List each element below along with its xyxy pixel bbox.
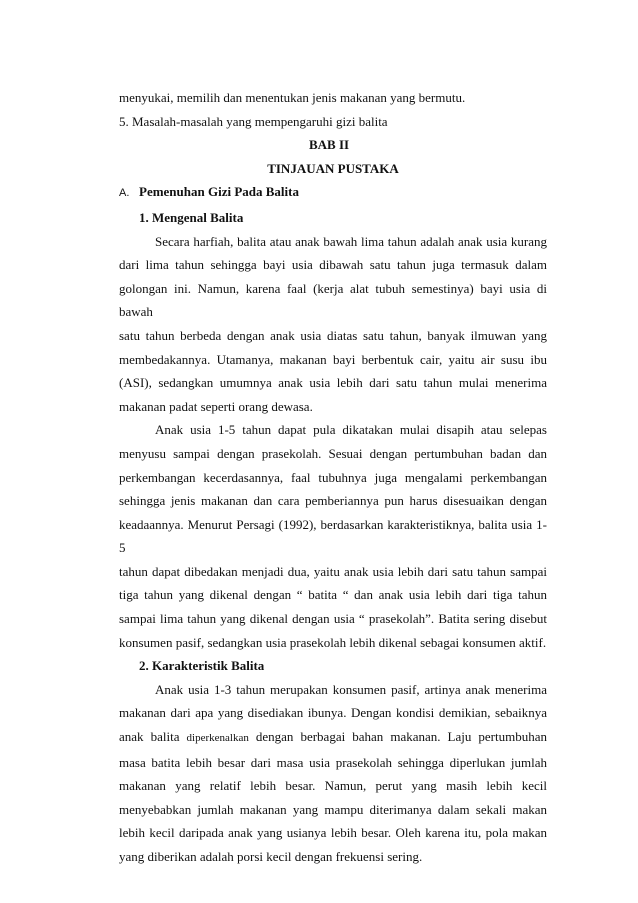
subsection-1-paragraph-2: [119, 418, 547, 654]
paragraph-line: tiga tahun yang dikenal dengan “ batita “ dan anak usia lebih dari tiga tahun: [119, 587, 547, 603]
point-5-line: 5. Masalah-masalah yang mempengaruhi gizi balita: [119, 113, 388, 129]
paragraph-line: membedakannya. Utamanya, makanan bayi berbentuk cair, yaitu air susu ibu: [119, 351, 547, 367]
paragraph-line: sehingga jenis makanan dan cara pemberiannya pun harus disesuaikan dengan: [119, 493, 547, 509]
paragraph-line: makanan dari apa yang disediakan ibunya. Dengan kondisi demikian, sebaiknya: [119, 705, 547, 721]
paragraph-line: masa batita lebih besar dari masa usia prasekolah sehingga diperlukan jumlah: [119, 754, 547, 770]
paragraph-line: lebih kecil daripada anak yang usianya lebih besar. Oleh karena itu, pola makan: [119, 825, 547, 841]
chapter-number: BAB II: [309, 137, 350, 153]
paragraph-line: dari lima tahun sehingga bayi usia dibawah satu tahun juga termasuk dalam: [119, 257, 547, 273]
paragraph-line: menyebabkan jumlah makanan yang mampu diterimanya dalam sekali makan: [119, 801, 547, 817]
subsection-1-heading: 1. Mengenal Balita: [139, 209, 244, 225]
paragraph-line: sampai lima tahun yang dikenal dengan usia “ prasekolah”. Batita sering disebut: [119, 611, 547, 627]
paragraph-line: satu tahun berbeda dengan anak usia diatas satu tahun, banyak ilmuwan yang: [119, 327, 547, 343]
subsection-2-heading: 2. Karakteristik Balita: [139, 658, 265, 674]
paragraph-line: Secara harfiah, balita atau anak bawah lima tahun adalah anak usia kurang: [155, 233, 547, 249]
text-run: anak balita: [119, 729, 180, 745]
subsection-1-paragraph-1: [119, 230, 547, 419]
paragraph-line: Anak usia 1-3 tahun merupakan konsumen pasif, artinya anak menerima: [155, 681, 547, 697]
paragraph-line: yang diberikan adalah porsi kecil dengan frekuensi sering.: [119, 849, 423, 864]
section-a-heading: [119, 180, 547, 206]
paragraph-line: makanan padat seperti orang dewasa.: [119, 398, 313, 414]
text-run-small: diperkenalkan: [186, 732, 249, 745]
paragraph-line: makanan yang relatif lebih besar. Namun, perut yang masih lebih kecil: [119, 778, 547, 794]
paragraph-line: golongan ini. Namun, karena faal (kerja alat tubuh semestinya) bayi usia di bawah: [119, 280, 547, 320]
paragraph-line: tahun dapat dibedakan menjadi dua, yaitu anak usia lebih dari satu tahun sampai: [119, 563, 547, 579]
paragraph-line: (ASI), sedangkan umumnya anak usia lebih dari satu tahun mulai menerima: [119, 375, 547, 391]
paragraph-line: Anak usia 1-5 tahun dapat pula dikatakan mulai disapih atau selepas: [155, 422, 547, 438]
text-run: dengan berbagai bahan makanan. Laju pertumbuhan: [255, 729, 548, 745]
paragraph-line: keadaannya. Menurut Persagi (1992), berdasarkan karakteristiknya, balita usia 1-5: [119, 516, 547, 556]
subsection-2-paragraph-1: [119, 678, 547, 869]
paragraph-line: [119, 725, 547, 751]
paragraph-line: konsumen pasif, sedangkan usia prasekolah lebih dikenal sebagai konsumen aktif.: [119, 634, 547, 650]
intro-line: menyukai, memilih dan menentukan jenis makanan yang bermutu.: [119, 90, 466, 105]
chapter-title: TINJAUAN PUSTAKA: [267, 160, 399, 176]
paragraph-line: perkembangan kecerdasannya, faal tubuhnya juga mengalami perkembangan: [119, 469, 547, 485]
section-a-letter: A.: [119, 187, 130, 200]
page-content: [119, 86, 547, 869]
section-a-title: Pemenuhan Gizi Pada Balita: [139, 184, 299, 200]
paragraph-line: menyusu sampai dengan prasekolah. Sesuai dengan pertumbuhan badan dan: [119, 445, 547, 461]
